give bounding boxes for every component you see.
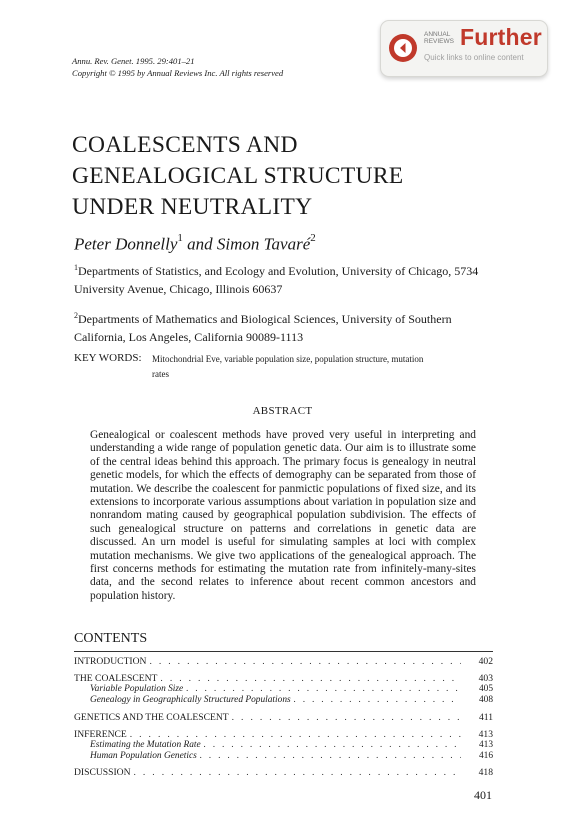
toc-entry-genetics-and-coalescent[interactable] xyxy=(74,712,493,723)
further-links-badge[interactable] xyxy=(380,20,548,77)
keywords-line-1: Mitochondrial Eve, variable population size, population structure, mutation xyxy=(152,354,424,364)
contents-top-rule xyxy=(74,651,493,652)
toc-page: 405 xyxy=(478,684,493,694)
toc-page: 416 xyxy=(478,751,493,761)
author-2-superscript: 2 xyxy=(310,232,316,244)
toc-entry-the-coalescent[interactable] xyxy=(74,673,493,684)
affiliation-2-line-1: Departments of Mathematics and Biological Sciences, University of Southern xyxy=(78,312,452,326)
citation-line-2: Copyright © 1995 by Annual Reviews Inc. All rights reserved xyxy=(72,68,284,78)
toc-leader-dots xyxy=(134,767,461,778)
toc-entry-discussion[interactable] xyxy=(74,767,493,778)
toc-leader-dots xyxy=(204,740,461,751)
toc-entry-introduction[interactable] xyxy=(74,656,493,667)
further-wordmark: Further xyxy=(460,24,542,50)
abstract-body: Genealogical or coalescent methods have proved very useful in interpreting and understanding a wide range of population genetic data. Our aim is to illustrate some of the central ideas behind this approach. The primary focus is genealogy in neutral genetic models, for which the effects of demography can be separated from those of mutation. We describe the coalescent for panmictic populations of fixed size, and its extensions to incorporate various assumptions about variation in population size and nonrandom mating caused by geographical population subdivision. The effects of such genealogical structure on patterns and correlations in genetic data are discussed. An urn model is useful for simulating samples at loci with complex mutation mechanisms. We give two applications of the genealogical approach. The first concerns methods for estimating the mutation rate from infinitely-many-sites data, and the second relates to inference about recent common ancestors and population history. xyxy=(90,429,476,602)
author-line xyxy=(74,234,316,255)
keywords-text xyxy=(152,352,487,382)
toc-leader-dots xyxy=(149,656,461,667)
citation-line-1: Annu. Rev. Genet. 1995. 29:401–21 xyxy=(72,56,195,66)
toc-entry-genealogy-geographic[interactable] xyxy=(90,695,493,706)
toc-page: 411 xyxy=(478,712,493,723)
affiliation-1 xyxy=(74,259,514,298)
toc-label: Genealogy in Geographically Structured Populations xyxy=(90,695,291,705)
toc-label: THE COALESCENT xyxy=(74,673,158,684)
affiliation-2-superscript: 2 xyxy=(74,311,78,320)
title-line-2: GENEALOGICAL STRUCTURE xyxy=(72,163,404,189)
affiliation-1-line-2: University Avenue, Chicago, Illinois 60637 xyxy=(74,281,283,296)
toc-entry-estimating-mutation-rate[interactable] xyxy=(90,740,493,751)
toc-label: Variable Population Size xyxy=(90,684,184,694)
toc-label: Human Population Genetics xyxy=(90,751,197,761)
toc-label: Estimating the Mutation Rate xyxy=(90,740,201,750)
toc-label: DISCUSSION xyxy=(74,767,131,778)
affiliation-2 xyxy=(74,307,514,346)
article-title xyxy=(72,130,403,223)
author-1: Peter Donnelly xyxy=(74,234,178,254)
wordmark-annual: ANNUAL xyxy=(424,31,451,38)
toc-page: 413 xyxy=(478,740,493,750)
wordmark-reviews: REVIEWS xyxy=(424,38,454,45)
toc-leader-dots xyxy=(294,695,461,706)
affiliation-1-superscript: 1 xyxy=(74,263,78,272)
toc-leader-dots xyxy=(186,684,461,695)
author-2: Simon Tavaré xyxy=(216,234,311,254)
toc-leader-dots xyxy=(130,729,461,740)
annual-reviews-wordmark xyxy=(424,31,454,45)
toc-page: 413 xyxy=(478,729,493,740)
keywords-label: KEY WORDS: xyxy=(74,352,142,364)
journal-citation xyxy=(72,55,283,79)
affiliation-2-line-2: California, Los Angeles, California 90089-1113 xyxy=(74,329,304,344)
keywords-line-2: rates xyxy=(152,369,169,379)
toc-leader-dots xyxy=(232,712,461,723)
play-arrow-icon xyxy=(389,34,417,62)
page-number: 401 xyxy=(474,788,492,802)
further-subtitle: Quick links to online content xyxy=(424,53,524,62)
toc-entry-variable-population-size[interactable] xyxy=(90,684,493,695)
title-line-1: COALESCENTS AND xyxy=(72,132,298,158)
toc-page: 418 xyxy=(478,767,493,778)
abstract-heading: ABSTRACT xyxy=(252,405,313,417)
author-conjunction: and xyxy=(187,234,213,254)
contents-heading: CONTENTS xyxy=(74,631,148,646)
toc-entry-inference[interactable] xyxy=(74,729,493,740)
toc-page: 408 xyxy=(478,695,493,705)
toc-entry-human-population-genetics[interactable] xyxy=(90,751,493,762)
author-1-superscript: 1 xyxy=(177,232,183,244)
toc-label: INFERENCE xyxy=(74,729,127,740)
affiliation-1-line-1: Departments of Statistics, and Ecology and Evolution, University of Chicago, 5734 xyxy=(78,264,479,278)
title-line-3: UNDER NEUTRALITY xyxy=(72,194,313,220)
toc-leader-dots xyxy=(200,751,461,762)
toc-leader-dots xyxy=(160,673,461,684)
toc-label: GENETICS AND THE COALESCENT xyxy=(74,712,229,723)
toc-label: INTRODUCTION xyxy=(74,656,147,667)
toc-page: 402 xyxy=(478,656,493,667)
toc-page: 403 xyxy=(478,673,493,684)
